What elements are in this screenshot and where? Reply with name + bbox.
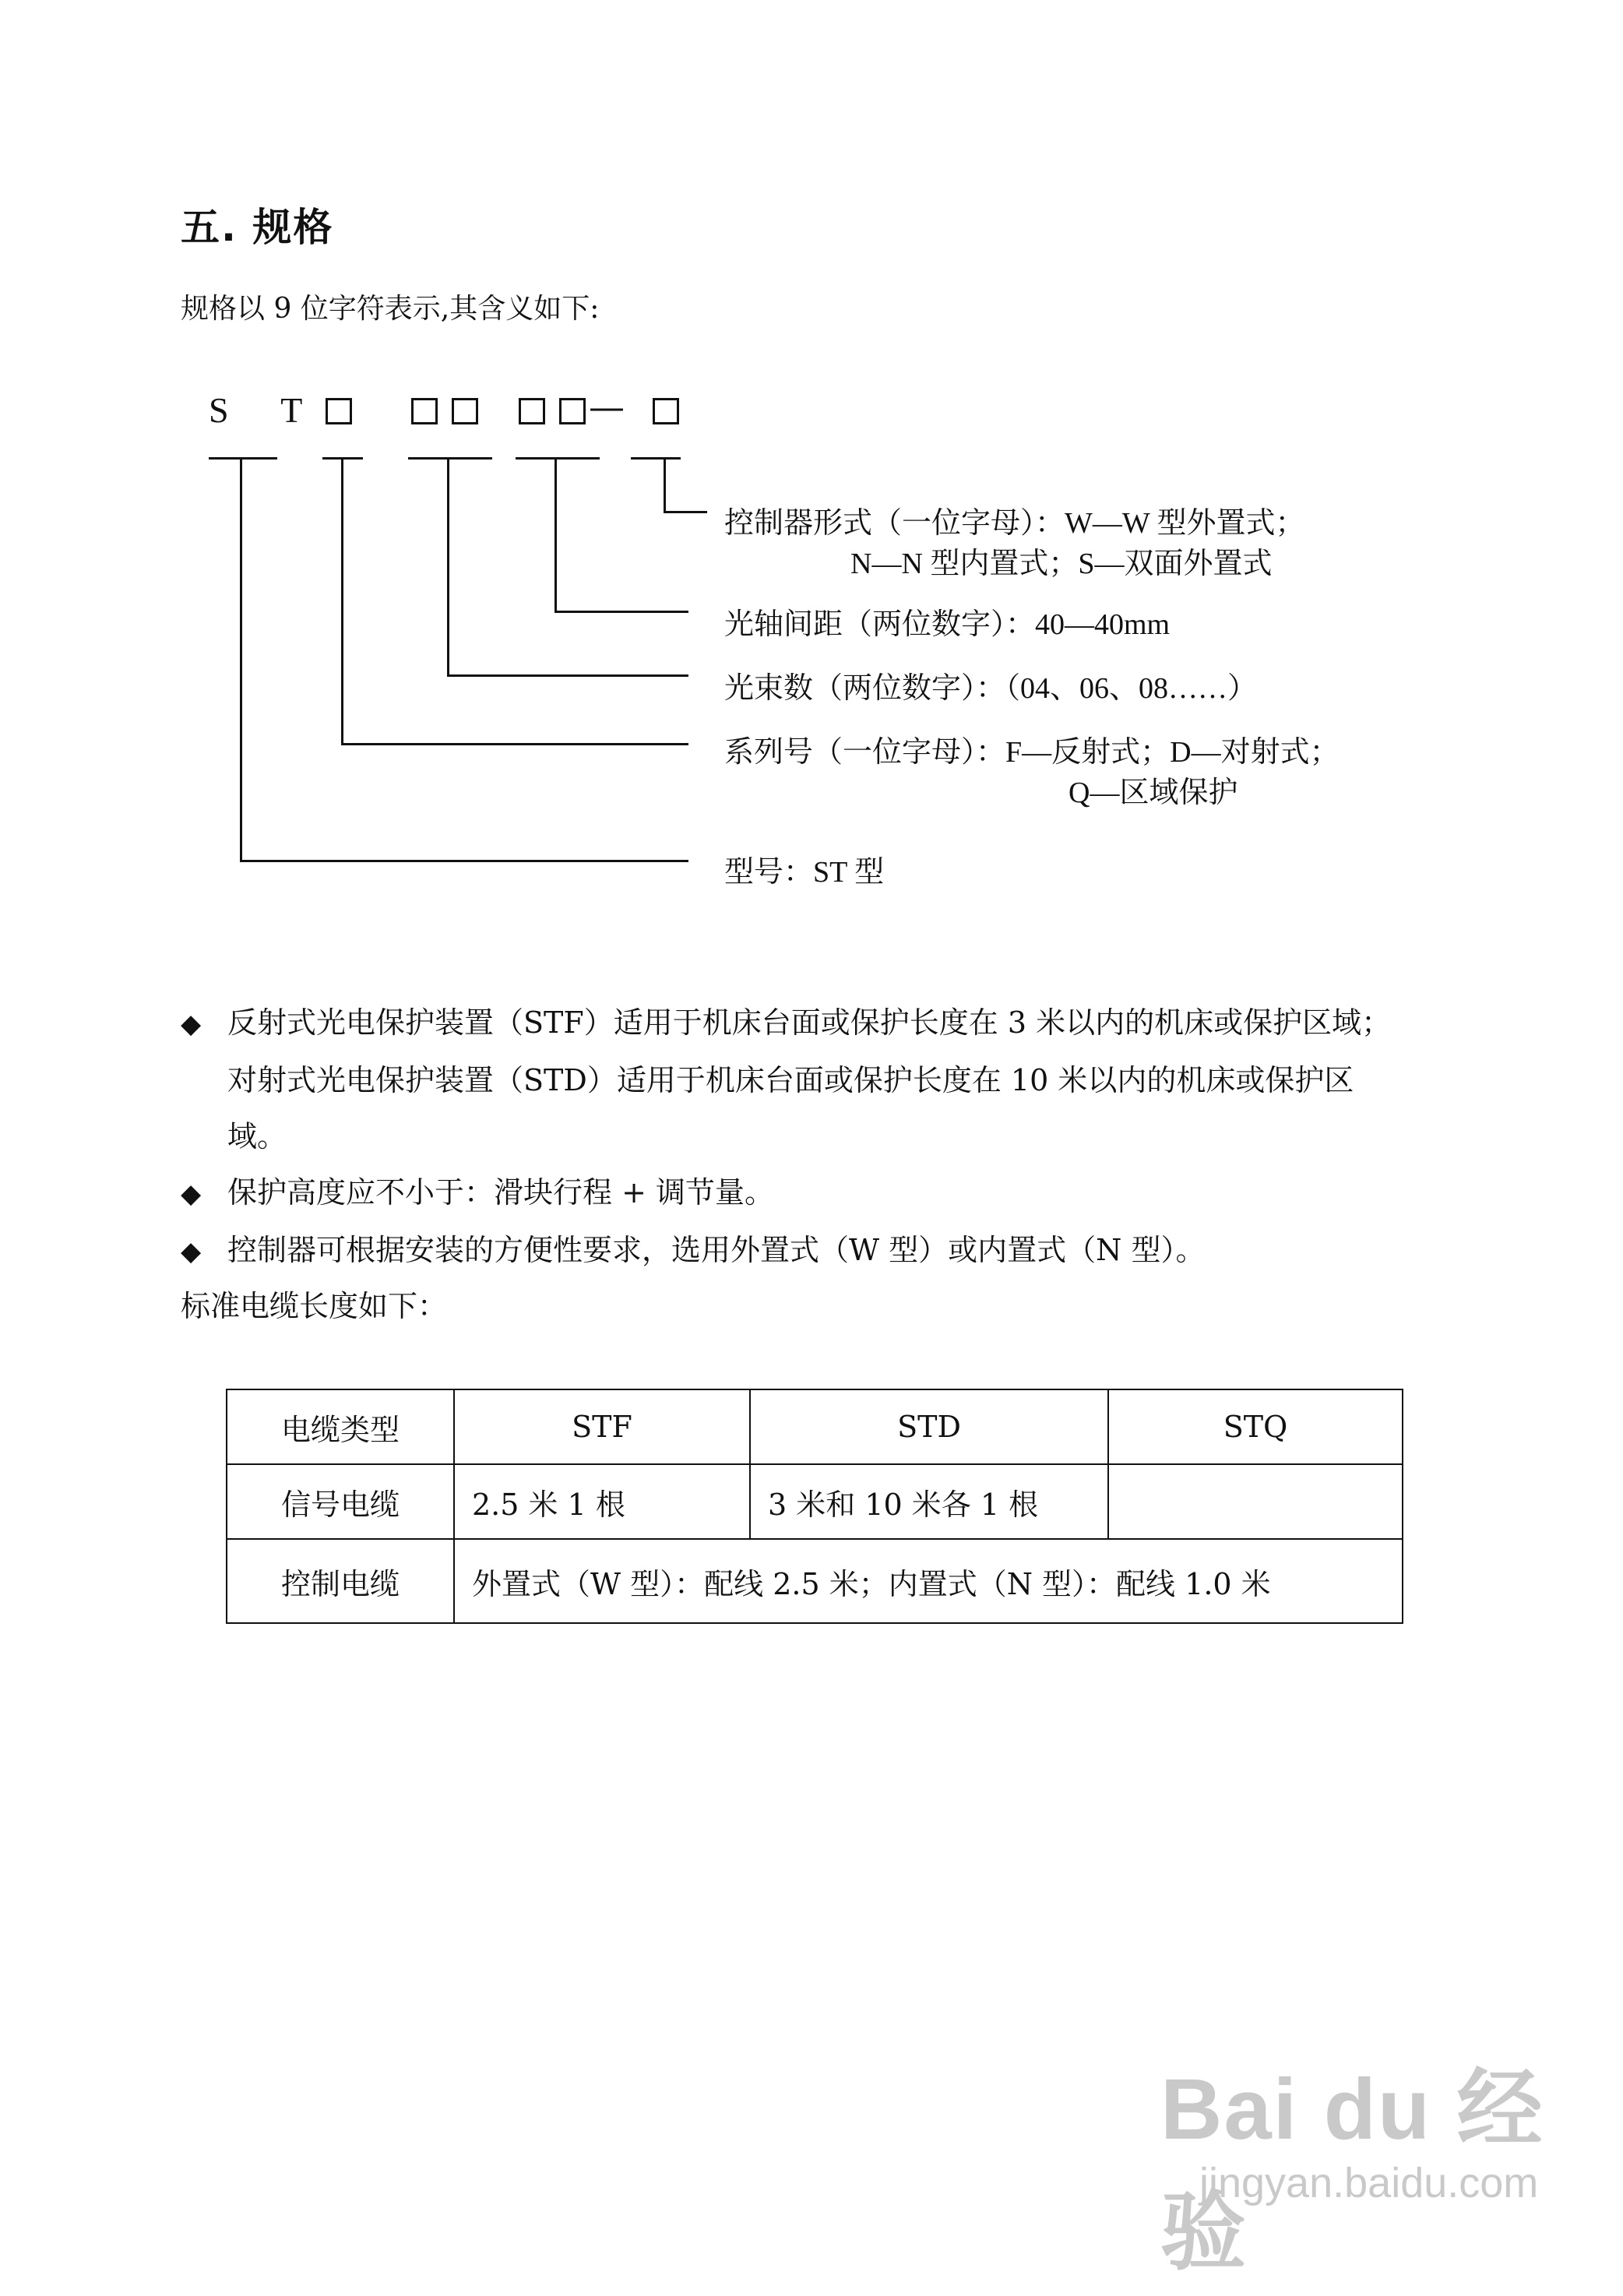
cell-control-type: 控制电缆 [227, 1539, 454, 1623]
header-cable-type: 电缆类型 [227, 1389, 454, 1464]
label-controller-2: N—N 型内置式；S—双面外置式 [850, 548, 1273, 580]
underline-model [209, 457, 277, 460]
cell-control-value: 外置式（W 型）：配线 2.5 米；内置式（N 型）：配线 1.0 米 [454, 1539, 1403, 1623]
underline-controller [631, 457, 681, 460]
header-std: STD [750, 1389, 1108, 1464]
bullet-3-text: 控制器可根据安装的方便性要求，选用外置式（W 型）或内置式（N 型）。 [227, 1233, 1206, 1267]
code-box-controller [653, 398, 679, 424]
bullet-3 [181, 1226, 1205, 1269]
code-prefix: S T [209, 390, 325, 430]
connector-pitch-v [554, 457, 557, 613]
bullet-marker: ◆ [181, 1009, 202, 1040]
cell-signal-stf: 2.5 米 1 根 [454, 1464, 750, 1539]
bullet-1-line-1: 反射式光电保护装置（STF）适用于机床台面或保护长度在 3 米以内的机床或保护区域； [227, 1005, 1392, 1040]
table-row-control [227, 1539, 1403, 1623]
connector-series-h [341, 743, 688, 745]
label-pitch: 光轴间距（两位数字）：40—40mm [724, 608, 1171, 641]
bullet-marker: ◆ [181, 1178, 202, 1210]
label-controller-1: 控制器形式（一位字母）：W—W 型外置式； [724, 507, 1305, 540]
cell-signal-type: 信号电缆 [227, 1464, 454, 1539]
bullet-2 [181, 1168, 774, 1211]
intro-text: 规格以 9 位字符表示,其含义如下: [181, 293, 600, 325]
connector-pitch-h [554, 611, 688, 613]
section-title: 五. 规格 [181, 205, 334, 250]
code-box-pitch-1 [519, 398, 545, 424]
code-box-series [326, 398, 352, 424]
table-row-signal [227, 1464, 1403, 1539]
code-separator: — [589, 386, 625, 428]
watermark-url: jingyan.baidu.com [1199, 2160, 1539, 2206]
connector-model-h [240, 860, 688, 862]
label-model: 型号：ST 型 [724, 856, 885, 889]
watermark-logo: Bai du 经验 [1160, 2062, 1544, 2280]
bullet-1-line-2: 对射式光电保护装置（STD）适用于机床台面或保护长度在 10 米以内的机床或保护区 [227, 1063, 1354, 1097]
bullet-2-text: 保护高度应不小于：滑块行程 + 调节量。 [227, 1175, 774, 1210]
underline-pitch [516, 457, 600, 460]
cable-table [226, 1389, 1403, 1624]
bullet-1 [181, 998, 1391, 1041]
connector-controller-h [664, 511, 707, 513]
cable-intro: 标准电缆长度如下： [181, 1289, 448, 1323]
bullet-marker: ◆ [181, 1236, 202, 1267]
label-beams: 光束数（两位数字）：（04、06、08……） [724, 672, 1258, 705]
connector-model-v [240, 457, 242, 862]
code-box-beams-1 [411, 398, 438, 424]
code-box-beams-2 [452, 398, 478, 424]
connector-beams-v [447, 457, 449, 677]
underline-beams [408, 457, 492, 460]
header-stf: STF [454, 1389, 750, 1464]
bullet-1-line-3: 域。 [227, 1119, 287, 1153]
cell-signal-stq [1108, 1464, 1403, 1539]
label-series-2: Q—区域保护 [1069, 776, 1238, 809]
code-box-pitch-2 [559, 398, 586, 424]
label-series-1: 系列号（一位字母）：F—反射式；D—对射式； [724, 736, 1340, 769]
connector-controller-v [664, 457, 666, 513]
connector-beams-h [447, 674, 688, 677]
cell-signal-std: 3 米和 10 米各 1 根 [750, 1464, 1108, 1539]
header-stq: STQ [1108, 1389, 1403, 1464]
table-header-row [227, 1389, 1403, 1464]
connector-series-v [341, 457, 343, 745]
